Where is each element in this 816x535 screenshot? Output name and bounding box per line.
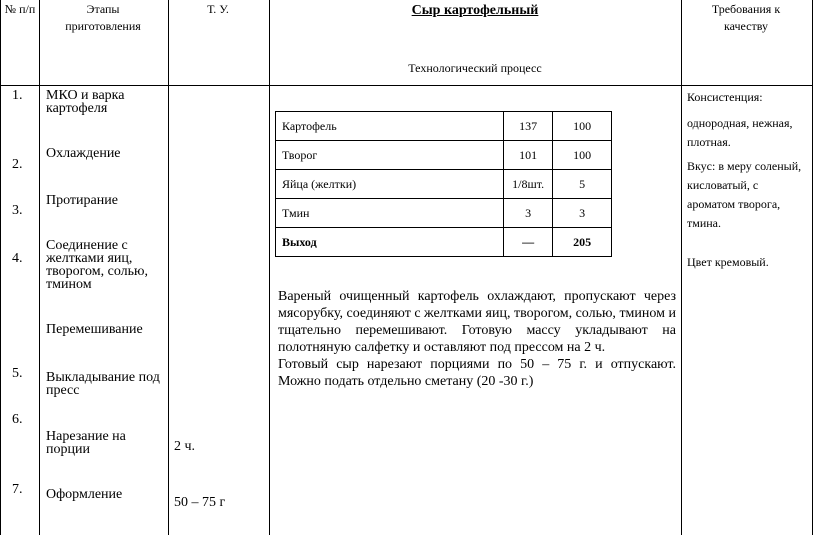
ingredient-gross: 1/8шт. (504, 170, 553, 199)
req-color: Цвет кремовый. (687, 255, 769, 269)
ingredient-net: 100 (553, 141, 612, 170)
process-paragraph: Вареный очищенный картофель охлаждают, пропускают через мясорубку, соединяют с желтками яиц, творогом, солью, тмином и тщательно перемешивают. Готовую массу укладывают на полотняную салфетку и оставляют под прессом на 2 ч. (278, 289, 676, 355)
table-border-right (812, 0, 813, 535)
ingredient-name: Выход (276, 228, 504, 257)
step-number: 6. (12, 412, 23, 427)
stage-item: Соединение с желтками яиц, творогом, солью, тмином (46, 238, 148, 292)
ingredient-name: Яйца (желтки) (276, 170, 504, 199)
page-title: Сыр картофельный (411, 3, 539, 18)
ingredients-table (275, 111, 612, 257)
stage-item: Перемешивание (46, 322, 143, 337)
process-paragraph: Готовый сыр нарезают порциями по 50 – 75 г. и отпускают. Можно подать отдельно сметану (20 -30 г.) (278, 357, 676, 389)
table-row (276, 141, 612, 170)
ingredient-name: Картофель (276, 112, 504, 141)
req-consistency-value: однородная, нежная, плотная. (687, 116, 793, 149)
stage-item: Нарезание на порции (46, 429, 126, 457)
ingredient-net: 100 (553, 112, 612, 141)
table-border-left (0, 0, 1, 535)
tu-value: 2 ч. (174, 439, 196, 454)
header-tu: Т. У. (207, 2, 229, 16)
header-requirements: Требования к качеству (711, 2, 781, 33)
step-number: 4. (12, 251, 23, 266)
req-taste: Вкус: в меру соленый, кисловатый, с ароматом творога, тмина. (687, 159, 802, 230)
process-description (278, 288, 676, 390)
table-divider-process (681, 0, 682, 535)
stage-item: Охлаждение (46, 146, 121, 161)
ingredient-net: 3 (553, 199, 612, 228)
step-number: 7. (12, 482, 23, 497)
table-divider-tu (269, 0, 270, 535)
table-divider-stages (168, 0, 169, 535)
ingredient-net: 205 (553, 228, 612, 257)
page-subtitle: Технологический процесс (408, 61, 542, 75)
ingredient-gross: 101 (504, 141, 553, 170)
table-row (276, 199, 612, 228)
stage-item: МКО и варка картофеля (46, 88, 125, 116)
ingredient-name: Тмин (276, 199, 504, 228)
table-row (276, 112, 612, 141)
ingredient-net: 5 (553, 170, 612, 199)
step-number: 3. (12, 203, 23, 218)
step-number: 5. (12, 366, 23, 381)
header-bottom-line (0, 85, 813, 86)
table-row-total (276, 228, 612, 257)
header-num: № п/п (4, 2, 36, 16)
ingredient-gross: 3 (504, 199, 553, 228)
table-row (276, 170, 612, 199)
ingredient-name: Творог (276, 141, 504, 170)
step-number: 2. (12, 157, 23, 172)
tu-value: 50 – 75 г (174, 495, 226, 510)
ingredient-gross: 137 (504, 112, 553, 141)
stage-item: Протирание (46, 193, 118, 208)
ingredient-gross: — (504, 228, 553, 257)
stage-item: Оформление (46, 487, 123, 502)
stage-item: Выкладывание под пресс (46, 370, 160, 398)
req-consistency-label: Консистенция: (687, 90, 763, 104)
step-number: 1. (12, 88, 23, 103)
table-divider-num (39, 0, 40, 535)
header-stages: Этапы приготовления (65, 2, 141, 33)
